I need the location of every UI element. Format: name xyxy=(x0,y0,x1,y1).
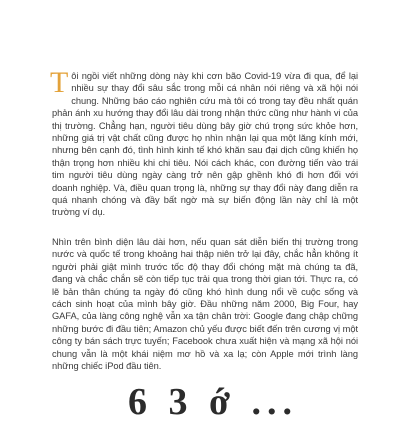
cropped-heading xyxy=(128,381,308,423)
drop-cap: T xyxy=(50,66,69,99)
paragraph-2 xyxy=(52,236,358,372)
paragraph-1 xyxy=(50,66,358,219)
paragraph-1-text: ôi ngồi viết những dòng này khi cơn bão Covid-19 vừa đi qua, để lại nhiều sự thay đổi sâu sắc trong mỗi cá nhân nói riêng và xã hội nói chung. Những báo cáo nghiên cứu mà tôi có trong tay đều nhất quán phản ánh xu hướng thay đổi lâu dài trong nhận thức cũng như hành vi của thị trường. Chẳng hạn, người tiêu dùng bây giờ chú trọng sức khỏe hơn, những giá trị vật chất cũng được họ nhìn nhận lại qua một lăng kính mới, nhưng bên cạnh đó, tình hình kinh tế khó khăn sau đại dịch cũng khiến họ thận trọng hơn nhiều khi chi tiêu. Nói cách khác, con đường tiến vào trái tim người tiêu dùng ngày càng trở nên gập ghềnh khó đi hơn đối với doanh nghiệp. Và, điều quan trọng là, những sự thay đổi này đang diễn ra quá nhanh chóng và đầy bất ngờ mà sự biến động lần này chỉ là một trường ví dụ. xyxy=(52,71,358,218)
paragraph-2-text: Nhìn trên bình diện lâu dài hơn, nếu quan sát diễn biến thị trường trong nước và quốc tế trong khoảng hai thập niên trở lại đây, chắc hẳn không ít người phải giật mình trước tốc độ thay đổi chóng mặt mà chúng ta đã, đang và chắc chắn sẽ còn tiếp tục trải qua trong thời gian tới. Thực ra, có lẽ bản thân chúng ta ngày đó cũng khó hình dung nổi về cuộc sống và cách sinh hoạt của mình bây giờ. Đầu những năm 2000, Big Four, hay GAFA, của làng công nghệ vẫn xa tận chân trời: Google đang chập chững những bước đi đầu tiên; Amazon chủ yếu được biết đến trên cương vị một công ty bán sách trực tuyến; Facebook chưa xuất hiện và mạng xã hội nói chung vẫn là một khái niệm mơ hồ và xa lạ; còn Apple mới trình làng những chiếc iPod đầu tiên. xyxy=(52,237,358,372)
cropped-heading-text: 6 3 ớ ... xyxy=(128,381,299,423)
